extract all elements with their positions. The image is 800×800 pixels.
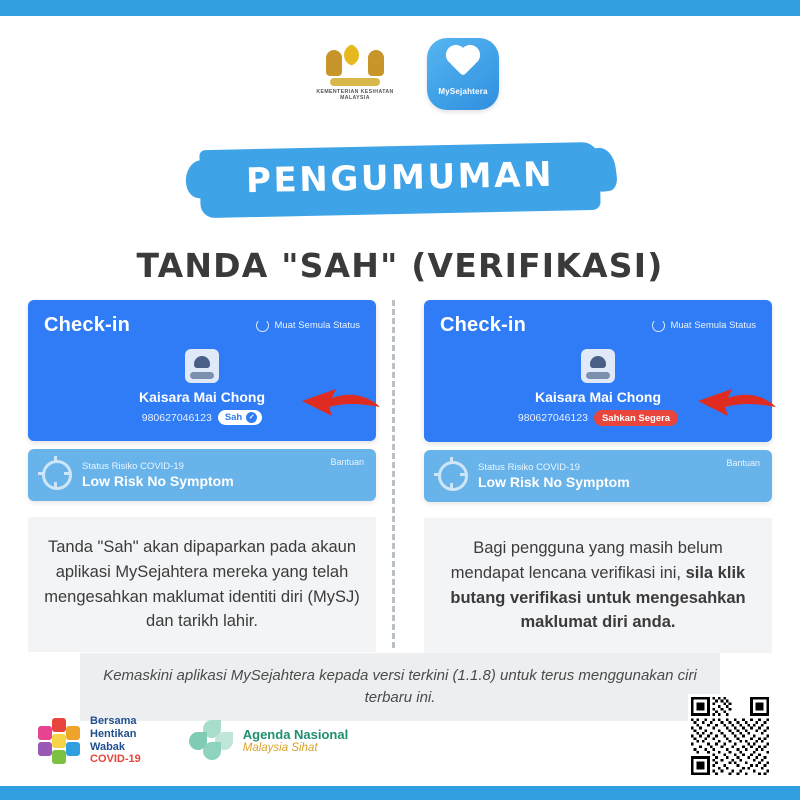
campaign-line-3: Wabak bbox=[90, 740, 126, 753]
campaign-line-4: COVID-19 bbox=[90, 753, 141, 766]
campaign-line-2: Hentikan bbox=[90, 728, 137, 741]
verify-now-button[interactable]: Sahkan Segera bbox=[594, 410, 678, 426]
risk-status-title: Status Risiko COVID-19 bbox=[82, 461, 184, 472]
refresh-icon bbox=[652, 319, 665, 332]
kkm-logo-caption: KEMENTERIAN KESIHATAN MALAYSIA bbox=[316, 89, 394, 101]
help-link[interactable]: Bantuan bbox=[726, 458, 760, 468]
avatar bbox=[581, 349, 615, 383]
heart-icon bbox=[449, 48, 477, 76]
right-margin bbox=[786, 16, 800, 786]
agenda-line-2: Malaysia Sihat bbox=[242, 742, 318, 755]
checkin-card-unverified bbox=[424, 300, 772, 442]
reload-status-button[interactable] bbox=[256, 319, 360, 332]
header-logos bbox=[0, 38, 800, 110]
risk-status-text bbox=[82, 461, 234, 489]
reload-status-label: Muat Semula Status bbox=[274, 320, 360, 331]
avatar bbox=[185, 349, 219, 383]
column-verified bbox=[28, 300, 376, 653]
checkin-header bbox=[440, 314, 756, 337]
checkin-card-verified bbox=[28, 300, 376, 441]
id-number: 980627046123 bbox=[141, 411, 212, 424]
id-number: 980627046123 bbox=[517, 412, 588, 424]
risk-status-value: Low Risk No Symptom bbox=[82, 473, 234, 489]
check-icon: ✓ bbox=[246, 412, 257, 423]
risk-status-value: Low Risk No Symptom bbox=[478, 474, 630, 490]
virus-icon bbox=[438, 461, 468, 491]
badge-label: Sah bbox=[224, 412, 243, 423]
top-band bbox=[0, 0, 800, 16]
page-title: TANDA "SAH" (VERIFIKASI) bbox=[136, 246, 664, 285]
checkin-title: Check-in bbox=[440, 314, 527, 336]
risk-status-card bbox=[28, 449, 376, 501]
announcement-banner bbox=[199, 142, 601, 218]
leaf-cluster-icon bbox=[189, 720, 235, 762]
description-text-plain: Bagi pengguna yang masih belum mendapat lencana verifikasi ini, bbox=[450, 539, 723, 582]
agenda-text bbox=[243, 727, 348, 754]
kkm-logo bbox=[301, 38, 409, 101]
footer-logos bbox=[36, 715, 348, 766]
mysejahtera-app-icon bbox=[427, 38, 499, 110]
banner-wrapper bbox=[0, 146, 800, 214]
risk-status-card bbox=[424, 450, 772, 502]
colorful-burst-icon bbox=[36, 718, 82, 764]
campaign-line-1: Bersama bbox=[90, 715, 137, 728]
left-margin bbox=[0, 16, 14, 786]
status-badge-verified[interactable] bbox=[218, 410, 262, 425]
description-verified: Tanda "Sah" akan dipaparkan pada akaun aplikasi MySejahtera mereka yang telah mengesahkan maklumat identiti diri (MySJ) dan tarikh lahir. bbox=[28, 517, 376, 652]
virus-icon bbox=[42, 460, 72, 490]
reload-status-label: Muat Semula Status bbox=[670, 320, 756, 331]
user-name: Kaisara Mai Chong bbox=[138, 389, 266, 405]
description-text-bold: sila klik butang verifikasi untuk mengesahkan maklumat diri anda. bbox=[450, 563, 746, 632]
pointer-arrow-icon bbox=[296, 388, 382, 426]
kkm-crest-icon bbox=[324, 38, 386, 86]
description-unverified bbox=[424, 518, 772, 653]
reload-status-button[interactable] bbox=[652, 319, 756, 332]
bersama-hentikan-wabak-logo bbox=[36, 715, 141, 766]
app-logo-name: MySejahtera bbox=[438, 87, 488, 96]
checkin-header bbox=[44, 314, 360, 337]
columns-container bbox=[28, 300, 772, 653]
help-link[interactable]: Bantuan bbox=[330, 457, 364, 467]
user-name: Kaisara Mai Chong bbox=[534, 389, 662, 405]
agenda-nasional-logo bbox=[189, 720, 348, 762]
bottom-band bbox=[0, 786, 800, 800]
risk-status-title: Status Risiko COVID-19 bbox=[478, 462, 580, 473]
risk-status-text bbox=[478, 462, 630, 490]
column-unverified bbox=[424, 300, 772, 653]
footnote: Kemaskini aplikasi MySejahtera kepada versi terkini (1.1.8) untuk terus menggunakan ciri terbaru ini. bbox=[80, 653, 720, 721]
qr-code[interactable] bbox=[688, 694, 772, 778]
qr-code-image bbox=[691, 697, 769, 775]
refresh-icon bbox=[256, 319, 269, 332]
campaign-text bbox=[90, 715, 141, 766]
pointer-arrow-icon bbox=[692, 388, 778, 426]
agenda-line-1: Agenda Nasional bbox=[242, 727, 349, 743]
banner-text: PENGUMUMAN bbox=[245, 154, 555, 202]
checkin-title: Check-in bbox=[44, 314, 131, 336]
